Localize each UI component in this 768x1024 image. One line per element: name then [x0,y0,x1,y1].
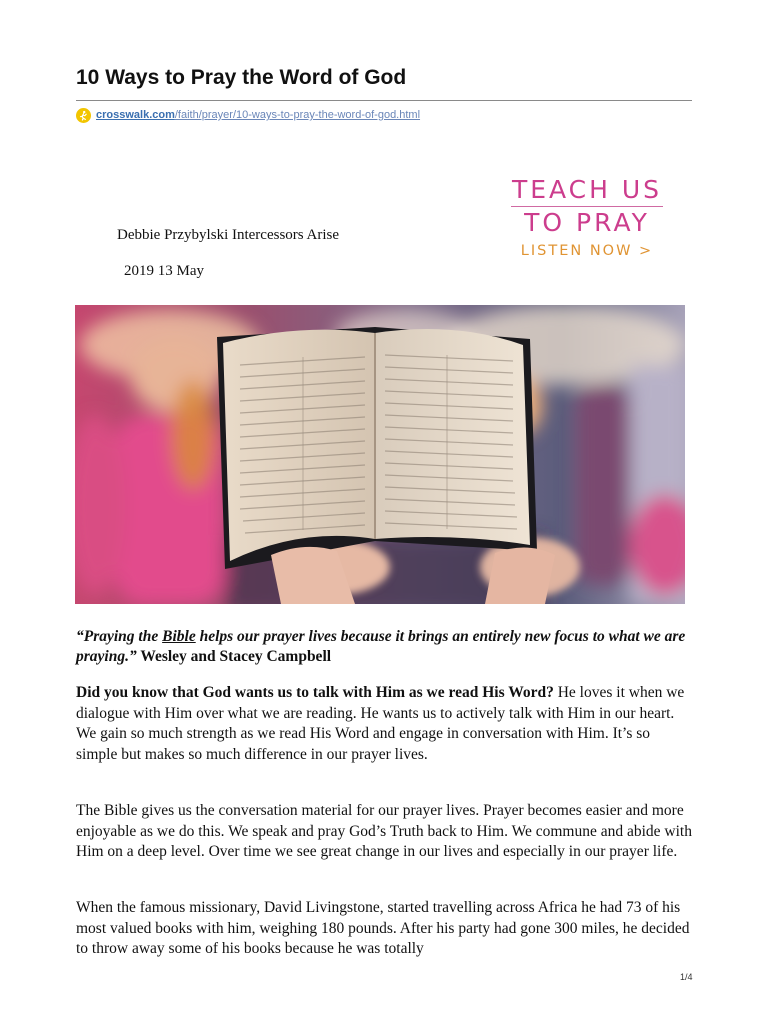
paragraph-3-text: When the famous missionary, David Livingstone, started travelling across Africa he had 73 of his most valued books with him, weighing 180 pounds. After his party had gone 300 miles, he decided to throw away some of his books because he was totally [76,899,690,957]
title-divider [76,100,692,101]
paragraph-2-text: The Bible gives us the conversation material for our prayer lives. Prayer becomes easier and more enjoyable as we do this. We speak and pray God’s Truth back to Him. We commune and abide with Him on a deep level. Over time we see great change in our lives and especially in our prayer life. [76,802,692,860]
bible-link[interactable]: Bible [162,628,196,645]
ad-headline-line1: TEACH US [511,175,663,204]
paragraph-1-lead: Did you know that God wants us to talk with Him as we read His Word? [76,684,554,701]
source-domain[interactable]: crosswalk.com [96,109,175,121]
page-number: 1/4 [680,972,693,982]
pull-quote [76,627,688,667]
source-path[interactable]: /faith/prayer/10-ways-to-pray-the-word-of-god.html [174,109,421,121]
listen-now-button[interactable]: LISTEN NOW > [520,243,654,259]
source-url[interactable] [76,106,420,124]
article-title: 10 Ways to Pray the Word of God [76,66,407,89]
paragraph-3 [76,898,694,960]
paragraph-1 [76,683,694,765]
crosswalk-logo-icon [76,108,91,123]
paragraph-1-text: He loves it when we dialogue with Him over what we are reading. He wants us to actively talk with Him in our heart. We gain so much strength as we read His Word and engage in conversation with Him. It’s so simple but makes so much difference in our prayer lives. [76,684,685,763]
teach-us-to-pray-ad[interactable] [507,174,667,259]
ad-headline-line2: TO PRAY [524,208,650,237]
quote-rest: helps our prayer lives because it brings an entirely new focus to what we are praying.” [76,628,686,665]
quote-open: “Praying the [76,628,163,645]
publish-date: 2019 13 May [124,263,204,279]
author-byline: Debbie Przybylski Intercessors Arise [117,227,340,243]
paragraph-2 [76,801,694,863]
hero-image [75,305,685,604]
quote-attribution: Wesley and Stacey Campbell [136,648,332,665]
